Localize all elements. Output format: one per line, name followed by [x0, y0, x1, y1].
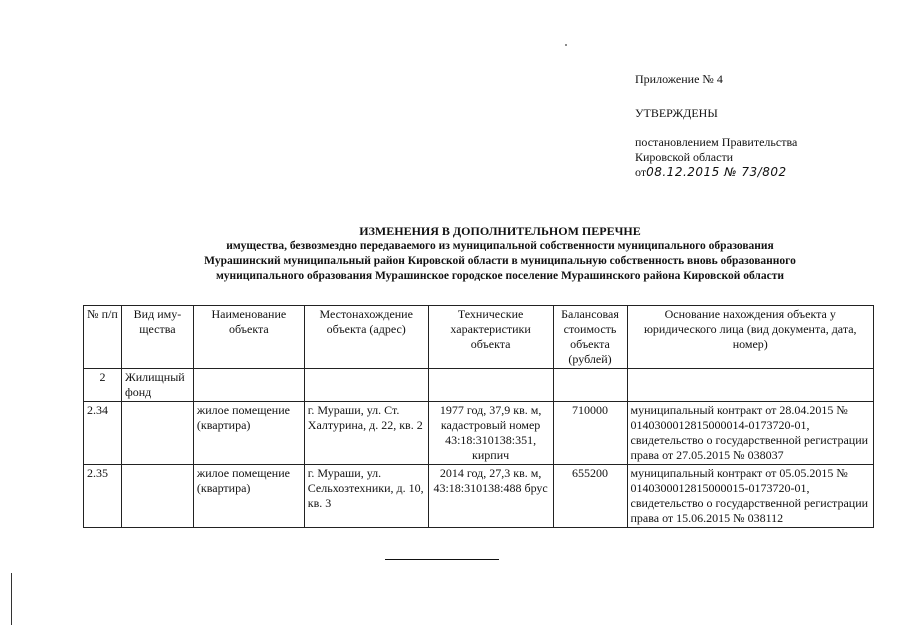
section-row	[84, 369, 874, 402]
row-address: г. Мураши, ул. Ст. Халтурина, д. 22, кв. 2	[304, 402, 428, 465]
row-num: 2.34	[84, 402, 122, 465]
scan-speck	[565, 44, 567, 46]
document-title-block	[150, 224, 850, 284]
approval-block	[635, 72, 797, 180]
row-address: г. Мураши, ул. Сельхозтехники, д. 10, кв. 3	[304, 465, 428, 528]
approval-line-3	[635, 165, 797, 180]
header-tech: Технические характеристики объекта	[428, 306, 553, 369]
approval-line-2: Кировской области	[635, 150, 734, 164]
row-num: 2.35	[84, 465, 122, 528]
header-cost: Балансовая стоимость объекта (рублей)	[553, 306, 627, 369]
handwritten-date-number: 08.12.2015 № 73/802	[646, 165, 787, 179]
row-name: жилое помещение (квартира)	[193, 465, 304, 528]
approval-line-1: постановлением Правительства	[635, 135, 798, 149]
section-kind: Жилищный фонд	[121, 369, 193, 402]
document-subtitle-line-1: имущества, безвозмездно передаваемого из муниципальной собственности муниципального образования	[226, 240, 774, 252]
table-row	[84, 402, 874, 465]
document-title: ИЗМЕНЕНИЯ В ДОПОЛНИТЕЛЬНОМ ПЕРЕЧНЕ	[359, 224, 641, 238]
row-tech: 2014 год, 27,3 кв. м, 43:18:310138:488 брус	[428, 465, 553, 528]
table-header-row	[84, 306, 874, 369]
document-subtitle-line-3: муниципального образования Мурашинское городское поселение Мурашинского района Кировской области	[215, 270, 785, 282]
scan-margin-mark	[11, 573, 12, 625]
header-basis: Основание нахождения объекта у юридического лица (вид документа, дата, номер)	[627, 306, 874, 369]
header-name: Наименование объекта	[193, 306, 304, 369]
row-basis: муниципальный контракт от 05.05.2015 № 0140300012815000015-0173720-01, свидетельство о государственной регистрации права от 15.06.2015 № 038112	[627, 465, 874, 528]
row-tech: 1977 год, 37,9 кв. м, кадастровый номер 43:18:310138:351, кирпич	[428, 402, 553, 465]
row-kind	[121, 465, 193, 528]
header-address: Местонахождение объекта (адрес)	[304, 306, 428, 369]
section-num: 2	[84, 369, 122, 402]
approved-label: УТВЕРЖДЕНЫ	[635, 106, 718, 120]
document-subtitle-line-2: Мурашинский муниципальный район Кировской области в муниципальную собственность вновь образованного	[204, 255, 796, 267]
approval-date-prefix: от	[635, 165, 647, 179]
row-cost: 655200	[553, 465, 627, 528]
row-cost: 710000	[553, 402, 627, 465]
header-kind: Вид иму-щества	[121, 306, 193, 369]
property-table	[83, 305, 874, 528]
row-name: жилое помещение (квартира)	[193, 402, 304, 465]
appendix-label: Приложение № 4	[635, 72, 723, 86]
header-num: № п/п	[84, 306, 122, 369]
row-basis: муниципальный контракт от 28.04.2015 № 0140300012815000014-0173720-01, свидетельство о государственной регистрации права от 27.05.2015 № 038037	[627, 402, 874, 465]
row-kind	[121, 402, 193, 465]
closing-rule	[385, 559, 499, 560]
table-row	[84, 465, 874, 528]
